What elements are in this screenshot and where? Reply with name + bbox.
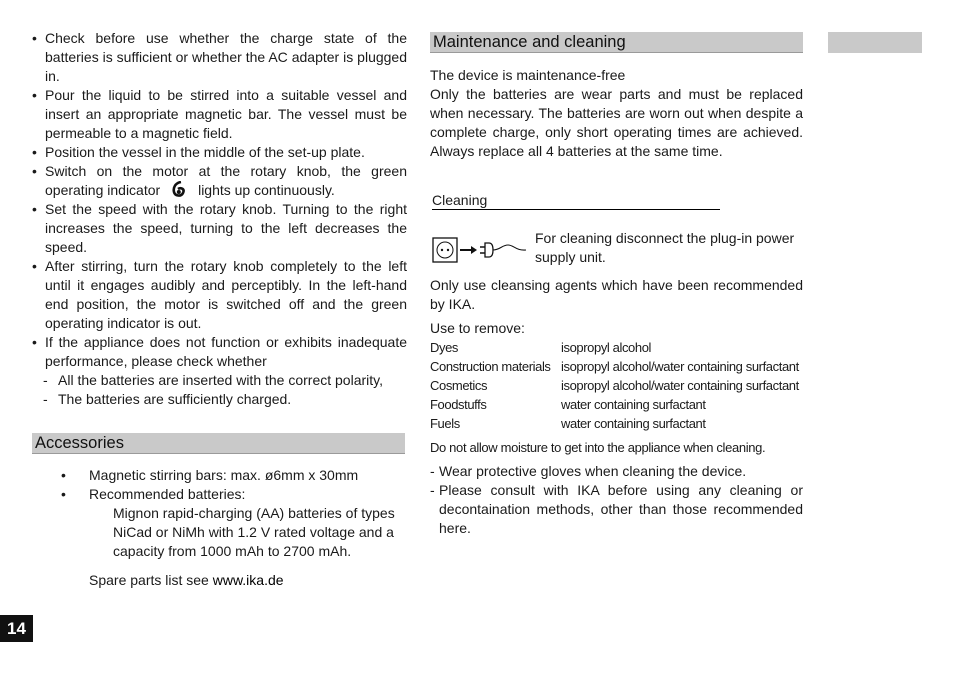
ika-link[interactable]: www.ika.de — [212, 572, 284, 588]
instruction-list — [32, 29, 407, 371]
cleaning-agents-table — [430, 338, 799, 433]
cleaning-body — [430, 276, 803, 538]
unplug-icon — [432, 236, 528, 269]
list-item: • Check before use whether the charge state of the batteries is sufficient or whether the AC adapter is plugged in. — [32, 29, 407, 86]
table-cell-item: Cosmetics — [430, 378, 488, 393]
table-row — [430, 395, 799, 414]
use-to-remove-label: Use to remove: — [430, 320, 525, 336]
maintenance-free-text: The device is maintenance-free — [430, 67, 626, 83]
table-cell-agent: water containing surfactant — [561, 416, 706, 431]
accessories-section — [32, 466, 407, 590]
list-item: • Pour the liquid to be stirred into a suitable vessel and insert an appropriate magnetic bar. The vessel must be permeable to a magnetic field. — [32, 86, 407, 143]
disconnect-text: For cleaning disconnect the plug-in power supply unit. — [535, 230, 795, 265]
list-item: • Position the vessel in the middle of the set-up plate. — [32, 143, 407, 162]
list-item: • Switch on the motor at the rotary knob, the green operating indicator lights up continuously. — [32, 162, 407, 200]
accessories-list — [32, 466, 407, 504]
cleaning-warnings — [430, 462, 803, 538]
battery-wear-text: Only the batteries are wear parts and must be replaced when necessary. The batteries are worn out when despite a complete charge, only short operating times are achieved. Always replace all 4 batteries at the same time. — [430, 86, 803, 159]
agents-note: Only use cleansing agents which have been recommended by IKA. — [430, 277, 803, 312]
list-item: - Wear protective gloves when cleaning the device. — [430, 462, 803, 481]
table-cell-agent: water containing surfactant — [561, 397, 706, 412]
table-row — [430, 357, 799, 376]
stirring-indicator-icon — [170, 181, 188, 198]
list-item: - Please consult with IKA before using any cleaning or decontaination methods, other than those recommended here. — [430, 481, 803, 538]
table-cell-item: Fuels — [430, 416, 460, 431]
table-cell-item: Construction materials — [430, 359, 551, 374]
list-item: • Magnetic stirring bars: max. ø6mm x 30mm — [32, 466, 407, 485]
cleaning-heading: Cleaning — [432, 191, 720, 210]
list-item: • Set the speed with the rotary knob. Turning to the right increases the speed, turning to the left decreases the speed. — [32, 200, 407, 257]
table-row — [430, 338, 799, 357]
table-row — [430, 376, 799, 395]
spare-parts-note: Spare parts list see www.ika.de — [89, 572, 284, 588]
battery-detail: Mignon rapid-charging (AA) batteries of types NiCad or NiMh with 1.2 V rated voltage and a capacity from 1000 mAh to 2700 mAh. — [113, 505, 395, 559]
accessories-heading: Accessories — [32, 433, 405, 454]
table-cell-agent: isopropyl alcohol/water containing surfactant — [561, 359, 799, 374]
list-item: - All the batteries are inserted with the correct polarity, — [32, 371, 407, 390]
list-item: - The batteries are sufficiently charged. — [32, 390, 407, 409]
maintenance-heading: Maintenance and cleaning — [430, 32, 803, 53]
check-list — [32, 371, 407, 409]
left-column — [32, 29, 407, 409]
moisture-warning: Do not allow moisture to get into the appliance when cleaning. — [430, 440, 766, 455]
page-number: 14 — [0, 615, 33, 642]
list-item: • If the appliance does not function or exhibits inadequate performance, please check whether — [32, 333, 407, 371]
table-cell-agent: isopropyl alcohol/water containing surfactant — [561, 378, 799, 393]
chapter-tab — [828, 32, 922, 53]
table-cell-item: Foodstuffs — [430, 397, 487, 412]
table-cell-item: Dyes — [430, 340, 459, 355]
list-item: • After stirring, turn the rotary knob completely to the left until it engages audibly and perceptibly. In the left-hand end position, the motor is switched off and the green operating indicator is out. — [32, 257, 407, 333]
table-cell-agent: isopropyl alcohol — [561, 340, 652, 355]
list-item: • Recommended batteries: — [32, 485, 407, 504]
table-row — [430, 414, 799, 433]
maintenance-text — [430, 66, 803, 161]
